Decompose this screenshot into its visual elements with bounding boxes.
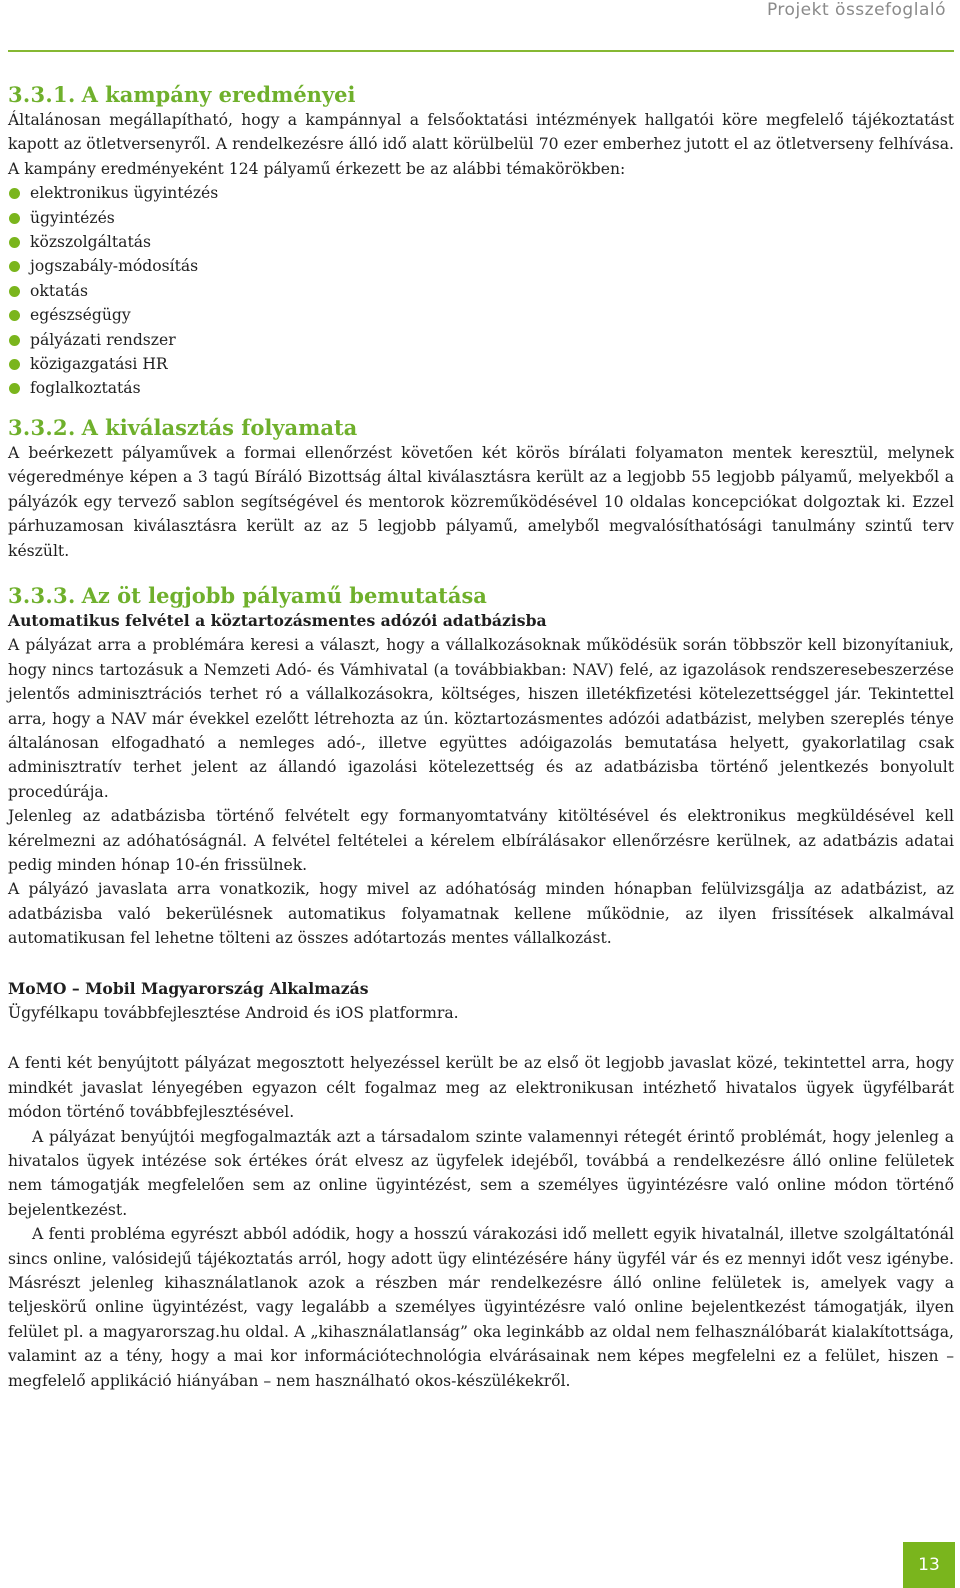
list-item <box>8 376 954 400</box>
section1-paragraph: Általánosan megállapítható, hogy a kampánnyal a felsőoktatási intézmények hallgatói köre megfelelő tájékoztatást kapott az ötletversenyről. A rendelkezésre álló idő alatt körülbelül 70 ezer emberhez jutott el az ötletverseny felhívása. A kampány eredményeként 124 pályamű érkezett be az alábbi témakörökben: <box>8 111 954 178</box>
list-item-text: oktatás <box>30 281 88 300</box>
list-item-text: közszolgáltatás <box>30 233 152 252</box>
project-title-1: Automatikus felvétel a köztartozásmentes adózói adatbázisba <box>8 610 547 630</box>
project-title-2: MoMO – Mobil Magyarország Alkalmazás <box>8 978 369 998</box>
section-heading-3-3-2 <box>8 415 954 441</box>
project2-paragraph: A pályázat benyújtói megfogalmazták azt a társadalom szinte valamennyi rétegét érintő problémát, hogy jelenleg a hivatalos ügyek intézése sok értékes órát elvesz az ügyfelek idejéből, továbbá a rendelkezésre álló online felületek nem támogatják megfelelően sem az online ügyintézést, sem a személyes ügyintézésre való online módon történő bejelentkezést. <box>8 1127 954 1219</box>
section-number: 3.3.2. <box>8 414 76 440</box>
list-item <box>8 279 954 303</box>
list-item-text: jogszabály-módosítás <box>30 257 199 276</box>
bullet-icon <box>9 261 20 272</box>
list-item-text: foglalkoztatás <box>30 379 141 398</box>
list-item <box>8 254 954 278</box>
spacer <box>8 1025 954 1051</box>
bullet-icon <box>9 188 20 199</box>
list-item <box>8 181 954 205</box>
bullet-icon <box>9 310 20 321</box>
bullet-icon <box>9 213 20 224</box>
section2-paragraph: A beérkezett pályaművek a formai ellenőrzést követően két körös bírálati folyamaton mentek keresztül, melynek végeredménye képen a 3 tagú Bíráló Bizottság által kiválasztásra került az a legjobb 55 legjobb pályamű, melyekből a pályázók egy tervező sablon segítségével és mentorok közreműködésével 10 oldalas koncepciókat dolgoztak ki. Ezzel párhuzamosan kiválasztásra került az az 5 legjobb pályamű, amelyből megvalósíthatósági tanulmány szintű terv készült. <box>8 443 954 560</box>
bullet-icon <box>9 359 20 370</box>
spacer <box>8 951 954 977</box>
project1-paragraph: Jelenleg az adatbázisba történő felvételt egy formanyomtatvány kitöltésével és elektronikus megküldésével kell kérelmezni az adóhatóságnál. A felvétel feltételei a kérelem elbírálásakor ellenőrzésre kerülnek, az adatbázis adatai pedig minden hónap 10-én frissülnek. <box>8 807 954 874</box>
list-item <box>8 328 954 352</box>
spacer <box>8 401 954 415</box>
bullet-icon <box>9 286 20 297</box>
list-item-text: pályázati rendszer <box>30 330 176 349</box>
section-title: Az öt legjobb pályamű bemutatása <box>81 582 487 608</box>
list-item-text: ügyintézés <box>30 208 115 227</box>
spacer <box>8 563 954 583</box>
bullet-icon <box>9 237 20 248</box>
list-item <box>8 206 954 230</box>
bullet-icon <box>9 383 20 394</box>
list-item <box>8 303 954 327</box>
page-number-badge: 13 <box>903 1542 955 1588</box>
section-title: A kampány eredményei <box>81 82 356 107</box>
running-header-title: Projekt összefoglaló <box>766 0 946 20</box>
project1-paragraph: A pályázat arra a problémára keresi a választ, hogy a vállalkozásoknak működésük során többször kell bizonyítaniuk, hogy nincs tartozásuk a Nemzeti Adó- és Vámhivatal (a továbbiakban: NAV) felé, az igazolások rendszeresebeszerzése jelentős adminisztrációs terhet ró a vállalkozásokra, költséges, hiszen illetékfizetési kötelezettséggel jár. Tekintettel arra, hogy a NAV már évekkel ezelőtt létrehozta az ún. köztartozásmentes adózói adatbázist, melyben szereplés ténye általánosan elfogadható a nemleges adó-, illetve együttes adóigazolás bemutatása helyett, gyakorlatilag csak adminisztratív terhet jelent az állandó igazolási kötelezettség és az adatbázisba történő jelentkezés bonyolult procedúrája. <box>8 636 954 801</box>
header-rule <box>8 50 954 52</box>
section-heading-3-3-3 <box>8 583 954 609</box>
list-item-text: egészségügy <box>30 306 131 325</box>
topic-list <box>8 181 954 401</box>
page-content <box>8 82 954 1393</box>
project2-paragraph: A fenti két benyújtott pályázat megosztott helyezéssel került be az első öt legjobb javaslat közé, tekintettel arra, hogy mindkét javaslat lényegében egyazon célt fogalmaz meg az elektronikusan intézhető hivatalos ügyek ügyfélbarát módon történő továbbfejlesztésével. <box>8 1054 954 1122</box>
section-title: A kiválasztás folyamata <box>81 414 358 440</box>
section-number: 3.3.1. <box>8 82 76 107</box>
list-item-text: elektronikus ügyintézés <box>30 184 219 203</box>
list-item-text: közigazgatási HR <box>30 355 168 374</box>
section-heading-3-3-1 <box>8 82 954 108</box>
section-number: 3.3.3. <box>8 582 76 608</box>
list-item <box>8 230 954 254</box>
bullet-icon <box>9 335 20 346</box>
project2-paragraph: A fenti probléma egyrészt abból adódik, hogy a hosszú várakozási idő mellett egyik hivatalnál, illetve szolgáltatónál sincs online, valósidejű tájékoztatás arról, hogy adott ügy elintézésére hány ügyfél vár és ez mennyi időt vesz igénybe. Másrészt jelenleg kihasználatlanok azok a részben már rendelkezésre álló online felületek is, amelyek vagy a teljeskörű online ügyintézést, vagy legalább a személyes ügyintézésre való online bejelentkezést támogatják, ilyen felület pl. a magyarorszag.hu oldal. A „kihasználatlanság” oka leginkább az oldal nem felhasználóbarát kialakítottsága, valamint az a tény, hogy a mai kor információtechnológia elvárásainak nem képes megfelelni ez a felület, hiszen – megfelelő applikáció hiányában – nem használható okos-készülékekről. <box>8 1225 954 1390</box>
project1-paragraph: A pályázó javaslata arra vonatkozik, hogy mivel az adóhatóság minden hónapban felülvizsgálja az adatbázist, az adatbázisba való bekerülésnek automatikus folyamatnak kellene működnie, az ilyen frissítések alkalmával automatikusan fel lehetne tölteni az összes adótartozás mentes vállalkozást. <box>8 880 954 948</box>
list-item <box>8 352 954 376</box>
project2-subtitle-line: Ügyfélkapu továbbfejlesztése Android és iOS platformra. <box>8 1004 459 1022</box>
